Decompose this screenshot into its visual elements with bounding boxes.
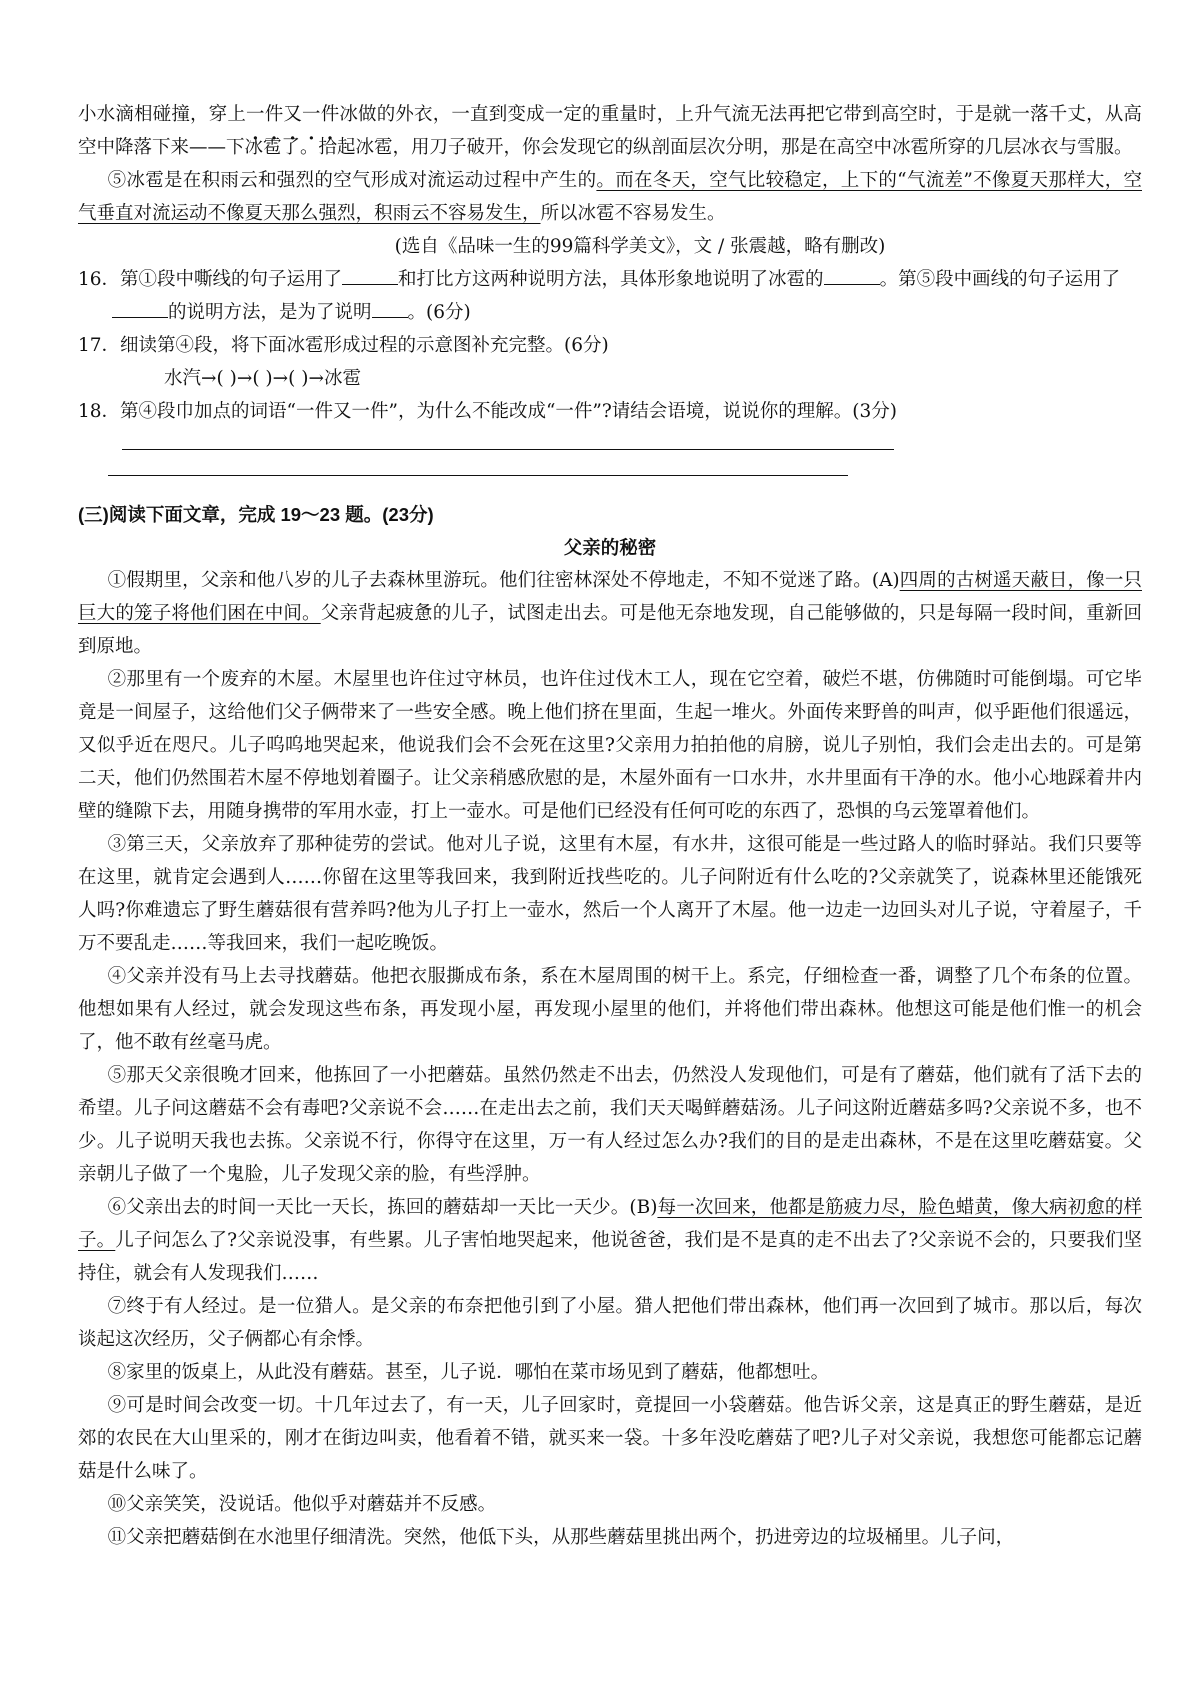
article-paragraph-5: ⑤那天父亲很晚才回来，他拣回了一小把蘑菇。虽然仍然走不出去，仍然没人发现他们，可是有了蘑菇，他们就有了活下去的希望。儿子问这蘑菇不会有毒吧?父亲说不会……在走出去之前，我们天天喝鲜蘑菇汤。儿子问这附近蘑菇多吗?父亲说不多，也不少。儿子说明天我也去拣。父亲说不行，你得守在这里，万一有人经过怎么办?我们的目的是走出森林，不是在这里吃蘑菇宴。父亲朝儿子做了一个鬼脸，儿子发现父亲的脸，有些浮肿。 bbox=[78, 1065, 1142, 1185]
answer-blank[interactable] bbox=[372, 299, 408, 318]
article-paragraph-6: ⑥父亲出去的时间一天比一天长，拣回的蘑菇却一天比一天少。(B)每一次回来，他都是筋疲力尽，脸色蜡黄，像大病初愈的样子。儿子问怎么了?父亲说没事，有些累。儿子害怕地哭起来，他说爸爸，我们是不是真的走不出去了?父亲说不会的，只要我们坚持住，就会有人发现我们…… bbox=[78, 1197, 1142, 1284]
underlined-sentence-b: 每一次回来，他都是筋疲力尽，脸色蜡黄，像大病初愈的样子。 bbox=[78, 1197, 1142, 1251]
article-paragraph-2: ②那里有一个废弃的木屋。木屋里也许住过守林员，也许住过伐木工人，现在它空着，破烂不堪，仿佛随时可能倒塌。可它毕竟是一间屋子，这给他们父子俩带来了一些安全感。晚上他们挤在里面，生起一堆火。外面传来野兽的叫声，似乎距他们很遥远，又似乎近在咫尺。儿子呜呜地哭起来，他说我们会不会死在这里?父亲用力拍拍他的肩膀，说儿子别怕，我们会走出去的。可是第二天，他们仍然围若木屋不停地划着圈子。让父亲稍感欣慰的是，木屋外面有一口水井，水井里面有干净的水。他小心地踩着井内壁的缝隙下去，用随身携带的军用水壶，打上一壶水。可是他们已经没有任何可吃的东西了，恐惧的乌云笼罩着他们。 bbox=[78, 669, 1142, 822]
question-16: 16．第①段中嘶线的句子运用了 和打比方这两种说明方法，具体形象地说明了冰雹的 。第⑤段中画线的句子运用了的说明方法，是为了说明 。(6分) bbox=[78, 263, 1142, 329]
article-paragraph-7: ⑦终于有人经过。是一位猎人。是父亲的布奈把他引到了小屋。猎人把他们带出森林，他们再一次回到了城市。那以后，每次谈起这次经历，父子俩都心有余悸。 bbox=[78, 1296, 1142, 1350]
passage1-paragraph5: ⑤冰雹是在积雨云和强烈的空气形成对流运动过程中产生的。而在冬天，空气比较稳定，上下的“气流差”不像夏天那样大，空气垂直对流运动不像夏天那么强烈，积雨云不容易发生，所以冰雹不容易发生。 bbox=[78, 170, 1142, 224]
answer-blank[interactable] bbox=[824, 266, 880, 285]
question-18: 18．第④段巾加点的词语“一件又一件”，为什么不能改成“一件”?请结会语境，说说你的理解。(3分) bbox=[78, 401, 897, 422]
dotted-char: 件 bbox=[264, 104, 284, 125]
section-3-heading: (三)阅读下面文章，完成 19～23 题。(23分) bbox=[78, 504, 434, 525]
article-paragraph-9: ⑨可是时间会改变一切。十几年过去了，有一天，儿子回家时，竟提回一小袋蘑菇。他告诉父亲，这是真正的野生蘑菇，是近郊的农民在大山里采的，刚才在街边叫卖，他看着不错，就买来一袋。十多年没吃蘑菇了吧?儿子对父亲说，我想您可能都忘记蘑菇是什么味了。 bbox=[78, 1395, 1142, 1482]
article-paragraph-3: ③第三天，父亲放弃了那种徒劳的尝试。他对儿子说，这里有木屋，有水井，这很可能是一些过路人的临时驿站。我们只要等在这里，就肯定会遇到人……你留在这里等我回来，我到附近找些吃的。儿子问附近有什么吃的?父亲就笑了，说森林里还能饿死人吗?你难遗忘了野生蘑菇很有营养吗?他为儿子打上一壶水，然后一个人离开了木屋。他一边走一边回头对儿子说，守着屋子，千万不要乱走……等我回来，我们一起吃晚饭。 bbox=[78, 834, 1142, 954]
passage1-source: (选自《品味一生的99篇科学美文》，文 / 张震越，略有删改) bbox=[394, 236, 886, 257]
dotted-char: 一 bbox=[246, 104, 265, 125]
underlined-sentence: 。而在冬天，空气比较稳定，上下的“气流差”不像夏天那样大，空气垂直对流运动不像夏天那么强烈，积雨云不容易发生， bbox=[78, 170, 1142, 224]
article-paragraph-11: ⑪父亲把蘑菇倒在水池里仔细清洗。突然，他低下头，从那些蘑菇里挑出两个，扔进旁边的垃圾桶里。儿子问， bbox=[107, 1527, 1015, 1548]
article-paragraph-10: ⑩父亲笑笑，没说话。他似乎对蘑菇并不反感。 bbox=[107, 1494, 497, 1515]
article-title: 父亲的秘密 bbox=[563, 537, 657, 558]
answer-blank[interactable] bbox=[342, 266, 398, 285]
dotted-char: 件 bbox=[320, 104, 340, 125]
dotted-char: 又 bbox=[283, 104, 303, 125]
answer-blank[interactable] bbox=[112, 299, 168, 318]
article-paragraph-1: ①假期里，父亲和他八岁的儿子去森林里游玩。他们往密林深处不停地走，不知不觉迷了路。(A)四周的古树遥天蔽日，像一只巨大的笼子将他们困在中间。父亲背起疲惫的儿子，试图走出去。可是他无奈地发现，自己能够做的，只是每隔一段时间，重新回到原地。 bbox=[78, 570, 1142, 657]
answer-line[interactable] bbox=[78, 458, 1142, 488]
hail-formation-flow: 水汽→( )→( )→( )→冰雹 bbox=[164, 368, 361, 389]
dotted-char: 一 bbox=[302, 104, 321, 125]
answer-line[interactable] bbox=[78, 428, 1142, 458]
article-paragraph-4: ④父亲并没有马上去寻找蘑菇。他把衣服撕成布条，系在木屋周围的树干上。系完，仔细检查一番，调整了几个布条的位置。他想如果有人经过，就会发现这些布条，再发现小屋，再发现小屋里的他们，并将他们带出森林。他想这可能是他们惟一的机会了，他不敢有丝毫马虎。 bbox=[78, 966, 1142, 1053]
question-17: 17．细读第④段，将下面冰雹形成过程的示意图补充完整。(6分) bbox=[78, 335, 609, 356]
article-paragraph-8: ⑧家里的饭桌上，从此没有蘑菇。甚至，儿子说．哪怕在菜市场见到了蘑菇，他都想吐。 bbox=[107, 1362, 830, 1383]
passage1-paragraph4-tail: 小水滴相碰撞，穿上一件又一件冰做的外衣，一直到变成一定的重量时，上升气流无法再把它带到高空时，于是就一落千丈，从高空中降落下来——下冰雹了。拾起冰雹，用刀子破开，你会发现它的纵剖面层次分明，那是在高空中冰雹所穿的几层冰衣与雪服。 bbox=[78, 104, 1142, 158]
underlined-sentence-a: 四周的古树遥天蔽日，像一只巨大的笼子将他们困在中间。 bbox=[78, 570, 1142, 624]
